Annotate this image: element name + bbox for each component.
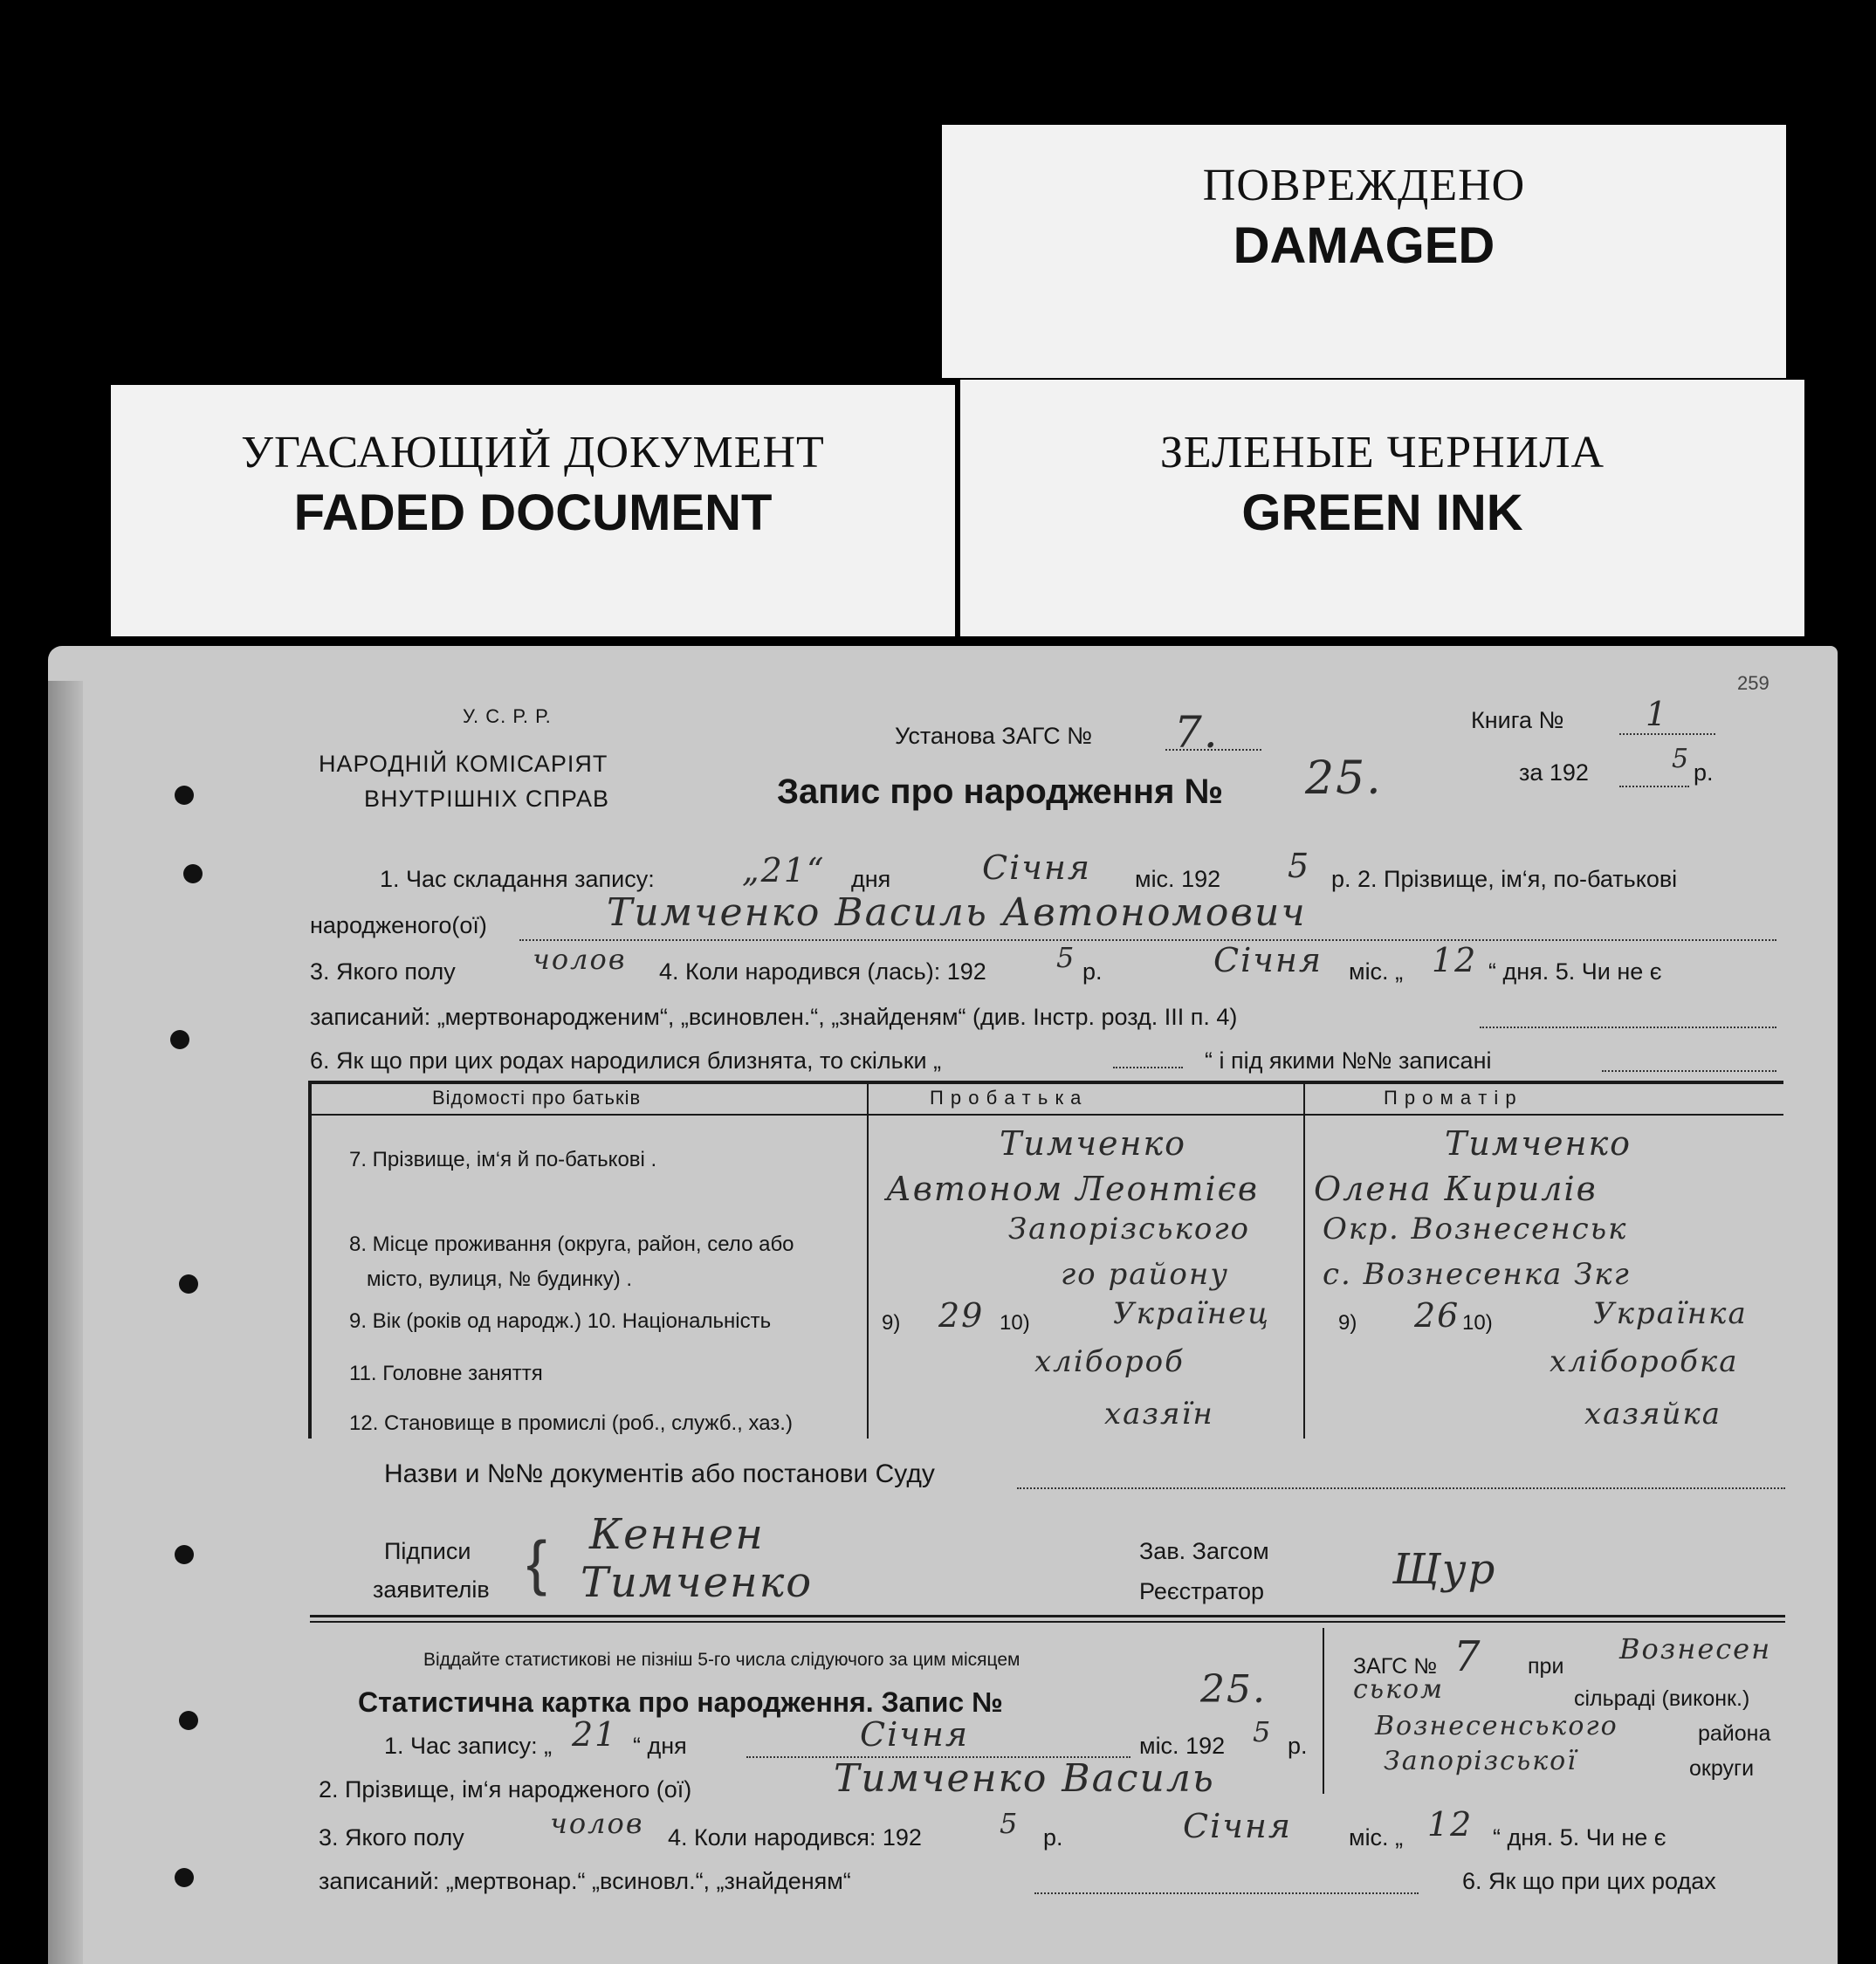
stat-field-1-day: 21 [572, 1715, 618, 1754]
institution-number-line [1165, 749, 1261, 751]
signatures-brace: { [526, 1528, 547, 1597]
punch-hole [170, 1030, 189, 1049]
year-handwritten: 5 [1672, 744, 1691, 774]
stat-field-1-year: 5 [1253, 1715, 1273, 1748]
stat-record-number: 25. [1200, 1667, 1267, 1712]
mother-status: хазяйка [1584, 1397, 1721, 1432]
father-residence-1: Запорізського [1008, 1212, 1250, 1246]
field-4-label: 4. Коли народився (лась): 192 [659, 958, 986, 985]
field-3-sex: чолов [533, 943, 627, 976]
commissariat-line-2: ВНУТРІШНІХ СПРАВ [364, 786, 610, 812]
stat-field-4-year-suffix: р. [1043, 1824, 1063, 1851]
mother-name: Олена Кирилів [1314, 1170, 1598, 1208]
mother-residence-2: с. Вознесенка Зкг [1323, 1257, 1631, 1292]
child-name-line [519, 939, 1776, 941]
row-12-label: 12. Становище в промислі (роб., служб., хаз.) [349, 1411, 793, 1435]
field-1-day: „21“ [742, 851, 826, 889]
stat-child-name: Тимченко Василь [834, 1756, 1215, 1801]
punch-hole [175, 786, 194, 805]
year-line [1619, 786, 1689, 787]
field-2-label: р. 2. Прізвище, ім‘я, по-батькові [1331, 866, 1678, 892]
stat-field-4-month: Січня [1183, 1807, 1293, 1845]
commissariat-line-1: НАРОДНІЙ КОМІСАРІЯТ [319, 751, 608, 777]
state-heading: У. С. Р. Р. [463, 705, 552, 727]
year-label: за 192 [1519, 759, 1589, 786]
registrar-signature: Щур [1392, 1545, 1497, 1594]
signatures-label-2: заявителів [373, 1576, 490, 1603]
field-6-blank [1113, 1067, 1183, 1068]
field-1-year: 5 [1288, 847, 1311, 885]
field-1-year-label: міс. 192 [1135, 866, 1221, 892]
stat-field-5-line [1034, 1892, 1419, 1894]
mother-nationality: Українка [1593, 1296, 1748, 1331]
punch-hole [179, 1274, 198, 1294]
stat-field-3-label: 3. Якого полу [319, 1824, 464, 1851]
stat-field-1-day-unit: “ дня [633, 1733, 687, 1759]
record-title: Запис про народження № [777, 773, 1224, 811]
field-1-month: Січня [982, 848, 1092, 887]
year-suffix: р. [1694, 759, 1714, 786]
documents-line [1017, 1487, 1785, 1489]
book-number: 1 [1646, 695, 1669, 733]
row-7-label: 7. Прізвище, ім‘я й по-батькові . [349, 1148, 657, 1171]
father-occupation: хлібороб [1034, 1344, 1185, 1379]
punch-hole [183, 864, 203, 883]
zags-box-silrada: сільраді (виконк.) [1574, 1686, 1750, 1711]
field-1-day-unit: дня [851, 866, 891, 892]
field-4-day-label: “ дня. 5. Чи не є [1488, 958, 1662, 985]
zags-box-place-1: Вознесен [1619, 1632, 1772, 1665]
mother-occupation: хліборобка [1550, 1344, 1739, 1379]
mother-residence-1: Окр. Вознесенськ [1323, 1212, 1628, 1246]
father-name: Автоном Леонтієв [886, 1170, 1259, 1208]
applicant-signature-2: Тимченко [581, 1558, 814, 1607]
table-top-rule [308, 1081, 1783, 1084]
record-number: 25. [1305, 752, 1383, 805]
zags-box-left-rule [1323, 1628, 1324, 1794]
field-6-line [1602, 1070, 1776, 1072]
head-of-zags-label: Зав. Загсом [1139, 1538, 1269, 1564]
mother-age: 26 [1414, 1296, 1460, 1335]
field-4-month-label: міс. „ [1349, 958, 1404, 985]
stat-field-4-month-label: міс. „ [1349, 1824, 1404, 1851]
stat-field-1-year-label: міс. 192 [1139, 1733, 1226, 1759]
mother-nationality-prefix: 10) [1462, 1311, 1493, 1335]
stat-field-1-year-suffix: р. [1288, 1733, 1308, 1759]
mother-surname: Тимченко [1445, 1124, 1632, 1163]
green-ink-label-en: GREEN INK [1241, 484, 1523, 541]
field-1-label: 1. Час складання запису: [380, 866, 655, 892]
signatures-label-1: Підписи [384, 1538, 471, 1564]
documents-label: Назви и №№ документів або постанови Суду [384, 1459, 935, 1488]
stat-field-4-label: 4. Коли народився: 192 [668, 1824, 922, 1851]
stat-field-5-label: записаний: „мертвонар.“ „всиновл.“, „знайденям“ [319, 1868, 851, 1894]
field-5-label: записаний: „мертвонародженим“, „всиновлен.“, „знайденям“ (див. Інстр. розд. III п. 4) [310, 1004, 1238, 1030]
zags-box-okrug-hw: Запорізської [1384, 1746, 1577, 1776]
faded-label-ru: УГАСАЮЩИЙ ДОКУМЕНТ [241, 428, 825, 477]
zags-box-okrug: округи [1689, 1756, 1755, 1781]
father-age: 29 [938, 1296, 985, 1335]
zags-box-district-hw: Вознесенського [1375, 1711, 1618, 1741]
table-left-rule [308, 1081, 312, 1439]
father-residence-2: го району [1061, 1257, 1229, 1292]
mother-age-prefix: 9) [1338, 1311, 1357, 1335]
stat-field-4-year: 5 [1000, 1807, 1020, 1840]
field-4-month: Січня [1213, 941, 1323, 979]
section-divider-1 [310, 1615, 1785, 1617]
field-4-year: 5 [1056, 941, 1076, 974]
father-nationality-prefix: 10) [1000, 1311, 1030, 1335]
field-4-year-suffix: р. [1082, 958, 1103, 985]
field-6-label-end: “ і під якими №№ записані [1205, 1047, 1492, 1074]
punch-hole [175, 1545, 194, 1564]
page-number: 259 [1737, 672, 1769, 694]
father-age-prefix: 9) [882, 1311, 901, 1335]
field-5-line [1480, 1027, 1776, 1028]
field-4-day: 12 [1432, 941, 1478, 979]
zags-box-place-2: ськом [1353, 1674, 1444, 1705]
father-surname: Тимченко [1000, 1124, 1187, 1163]
institution-number: 7. [1174, 707, 1220, 758]
row-9-label: 9. Вік (років од народж.) 10. Національність [349, 1309, 772, 1333]
zags-box-number: 7 [1453, 1632, 1482, 1681]
field-2-subject-label: народженого(ої) [310, 912, 487, 938]
field-3-label: 3. Якого полу [310, 958, 456, 985]
stat-field-6-label: 6. Як що при цих родах [1462, 1868, 1716, 1894]
father-nationality: Українец [1113, 1296, 1271, 1331]
table-col-rule-1 [867, 1081, 869, 1439]
green-ink-label-ru: ЗЕЛЕНЫЕ ЧЕРНИЛА [1159, 428, 1605, 477]
table-header-mother: П р о м а т і р [1384, 1087, 1517, 1109]
faded-label-en: FADED DOCUMENT [293, 484, 773, 541]
stat-card-title: Статистична картка про народження. Запис № [358, 1686, 1003, 1718]
zags-box-district: района [1698, 1721, 1771, 1746]
father-status: хазяїн [1104, 1397, 1214, 1432]
damaged-label-ru: ПОВРЕЖДЕНО [1202, 161, 1526, 210]
stat-field-1-month: Січня [860, 1715, 970, 1754]
stat-field-4-day-label: “ дня. 5. Чи не є [1493, 1824, 1666, 1851]
table-header-father: П р о б а т ь к а [930, 1087, 1082, 1109]
stat-notice: Віддайте статистикові не пізніш 5-го числа слідуючого за цим місяцем [423, 1650, 1020, 1670]
section-divider-2 [310, 1621, 1785, 1623]
zags-box-pri: при [1528, 1654, 1564, 1679]
table-header-rule [308, 1114, 1783, 1116]
row-11-label: 11. Головне заняття [349, 1362, 543, 1385]
green-ink-label-card [960, 380, 1804, 636]
birth-record-document [48, 646, 1838, 1964]
book-label: Книга № [1471, 707, 1564, 733]
row-8-label-b: місто, вулиця, № будинку) . [367, 1267, 633, 1291]
punch-hole [179, 1711, 198, 1730]
applicant-signature-1: Кеннен [589, 1510, 765, 1559]
damaged-label-card [942, 125, 1786, 378]
faded-document-label-card [111, 385, 955, 636]
field-6-label: 6. Як що при цих родах народилися близнята, то скільки „ [310, 1047, 942, 1074]
stat-field-3-sex: чолов [550, 1807, 644, 1840]
book-number-line [1619, 733, 1715, 735]
zags-box-label: ЗАГС № [1353, 1654, 1438, 1679]
table-col-rule-2 [1303, 1081, 1305, 1439]
institution-label: Установа ЗАГС № [895, 723, 1093, 749]
row-8-label-a: 8. Місце проживання (округа, район, село або [349, 1233, 794, 1256]
stat-field-4-day: 12 [1427, 1805, 1474, 1844]
stat-field-1-label: 1. Час запису: „ [384, 1733, 553, 1759]
child-full-name: Тимченко Василь Автономович [607, 890, 1307, 935]
damaged-label-en: DAMAGED [1233, 217, 1495, 274]
table-header-parents-info: Відомості про батьків [432, 1087, 642, 1109]
registrar-label: Реєстратор [1139, 1578, 1265, 1604]
stat-field-2-label: 2. Прізвище, ім‘я народженого (ої) [319, 1776, 692, 1803]
punch-hole [175, 1868, 194, 1887]
